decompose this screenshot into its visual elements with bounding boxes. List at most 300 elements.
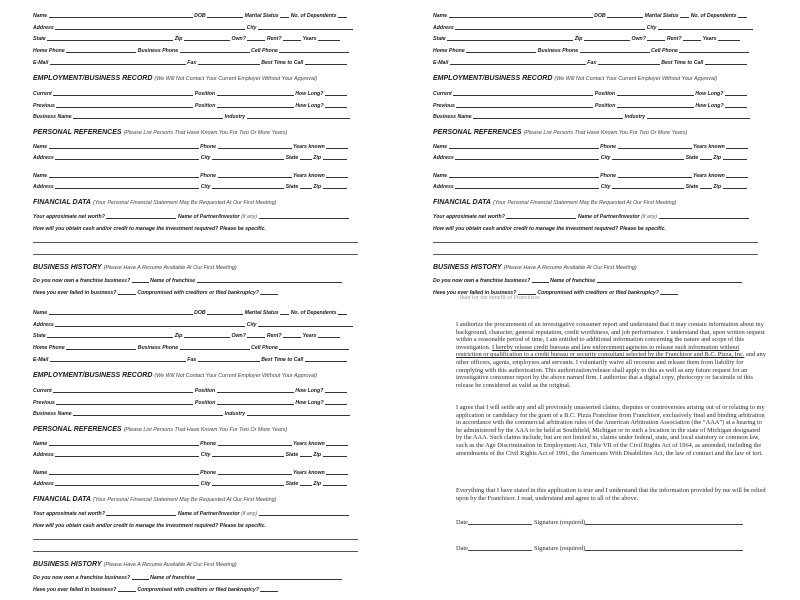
financial-title: FINANCIAL DATA [433, 199, 491, 206]
dob-field[interactable] [607, 12, 643, 18]
employment-current-row [433, 87, 747, 97]
net-worth-row [33, 507, 349, 517]
own-franchise-label: Do you now own a franchise business? [433, 278, 531, 284]
marital-status-label: Marital Status [244, 310, 279, 316]
franchise-name-field[interactable] [197, 574, 342, 580]
ref1-city-field[interactable] [212, 154, 284, 160]
compromised-field[interactable] [260, 586, 278, 592]
compromised-label: Compromised with creditors or filed bankruptcy? [137, 587, 259, 593]
state-label: State [33, 333, 46, 339]
financial-title: FINANCIAL DATA [33, 199, 91, 206]
position-label: Position [194, 103, 216, 109]
references-note: (Please List Persons That Have Known You For Two Or More Years) [123, 130, 288, 136]
cell-phone-label: Cell Phone [251, 48, 278, 54]
employment-title: EMPLOYMENT/BUSINESS RECORD [33, 372, 153, 379]
franchise-name-field[interactable] [597, 277, 742, 283]
ref-city-label: City [600, 155, 611, 161]
current-employer-field[interactable] [53, 387, 193, 393]
name-label: Name [33, 310, 48, 316]
ref-zip-label: Zip [313, 452, 322, 458]
ref-state-label: State [685, 184, 699, 190]
applicant-row-1 [33, 306, 347, 316]
ref-name-label: Name [33, 144, 48, 150]
employment-previous-row [33, 99, 347, 109]
history-title: BUSINESS HISTORY [433, 264, 502, 271]
certification-text: Everything that I have stated in this application is true and I understand that the information provided by me will be relied upon by the Franchisor. I read, understand and agree to all of the above. [456, 487, 766, 502]
ref-years-known-label: Years known [693, 173, 725, 179]
references-heading [33, 426, 287, 434]
email-field[interactable] [450, 59, 586, 65]
ref2-name-field[interactable] [49, 469, 199, 475]
business-name-label: Business Name [33, 411, 72, 417]
current-employer-field[interactable] [53, 90, 193, 96]
name-field[interactable] [49, 12, 193, 18]
ref1-address-field[interactable] [55, 154, 199, 160]
ref1-state-field[interactable] [700, 154, 712, 160]
applicant-row-1 [433, 9, 747, 19]
industry-label: Industry [224, 114, 246, 120]
history-heading [33, 561, 237, 569]
dependents-label: No. of Dependents [290, 13, 337, 19]
industry-field[interactable] [647, 113, 750, 119]
arbitration-paragraph [456, 404, 766, 457]
employment-heading [33, 75, 317, 83]
ref1-state-field[interactable] [300, 154, 312, 160]
previous-position-field[interactable] [617, 102, 694, 108]
position-label: Position [194, 91, 216, 97]
ref-city-label: City [200, 184, 211, 190]
previous-employer-field[interactable] [56, 102, 193, 108]
reference-2-address-row [33, 477, 347, 487]
financial-heading [433, 199, 676, 207]
authorization-paragraph [456, 321, 766, 389]
previous-position-field[interactable] [217, 399, 294, 405]
cash-answer-line-1[interactable] [433, 242, 758, 243]
net-worth-label: Your approximate net worth? [33, 511, 105, 517]
reference-2-address-row [433, 180, 747, 190]
ref-name-label: Name [433, 144, 448, 150]
marital-status-label: Marital Status [244, 13, 279, 19]
city-label: City [646, 25, 657, 31]
years-field[interactable] [318, 332, 340, 338]
rent-field[interactable] [283, 332, 301, 338]
failed-business-field[interactable] [118, 586, 136, 592]
net-worth-field[interactable] [506, 213, 576, 219]
partner-label: Name of Partner/Investor [177, 214, 240, 220]
ref-address-label: Address [33, 481, 54, 487]
ref1-name-field[interactable] [49, 143, 199, 149]
financial-heading [33, 496, 276, 504]
dependents-field[interactable] [338, 12, 347, 18]
financial-heading [33, 199, 276, 207]
partner-note: (if any) [241, 511, 257, 517]
rent-label: Rent? [666, 36, 682, 42]
ref-name-label: Name [433, 173, 448, 179]
home-phone-label: Home Phone [433, 48, 465, 54]
certification-paragraph [456, 487, 766, 502]
applicant-row-3 [33, 329, 340, 339]
release-underlined-text: I hereby release credit bureaus and law enforcement agencies to release such information without restriction or qualification to a credit bureau or security consultant selected by the Franchisor and B.C. Pizza, Inc. [456, 343, 745, 359]
current-position-field[interactable] [617, 90, 694, 96]
how-long-label: How Long? [695, 91, 724, 97]
marital-status-label: Marital Status [644, 13, 679, 19]
current-how-long-field[interactable] [725, 90, 747, 96]
partner-field[interactable] [259, 510, 349, 516]
ref-name-label: Name [33, 441, 48, 447]
city-label: City [246, 25, 257, 31]
best-time-label: Best Time to Call [261, 357, 304, 363]
state-field[interactable] [47, 332, 173, 338]
history-note: (Please Have A Resume Available At Our First Meeting) [503, 265, 637, 271]
home-phone-field[interactable] [466, 47, 536, 53]
date-label: Date [456, 545, 468, 552]
employment-previous-row [433, 99, 747, 109]
ref1-zip-field[interactable] [323, 451, 347, 457]
address-label: Address [33, 322, 54, 328]
applicant-row-5 [33, 353, 347, 363]
financial-note: (Your Personal Financial Statement May Be Requested At Our First Meeting) [492, 200, 677, 206]
date-field-1[interactable] [468, 518, 532, 525]
ref2-years-known-field[interactable] [326, 469, 348, 475]
ref1-zip-field[interactable] [323, 154, 347, 160]
cash-question-label: How will you obtain cash and/or credit to manage the investment required? Please be specific. [33, 226, 266, 232]
address-label: Address [33, 25, 54, 31]
marital-status-field[interactable] [680, 12, 689, 18]
previous-how-long-field[interactable] [725, 102, 747, 108]
current-position-field[interactable] [217, 90, 294, 96]
state-label: State [433, 36, 446, 42]
ref-address-label: Address [33, 452, 54, 458]
fax-field[interactable] [598, 59, 660, 65]
employment-previous-row [33, 396, 347, 406]
rent-field[interactable] [283, 35, 301, 41]
own-label: Own? [631, 36, 646, 42]
email-label: E-Mail [33, 60, 49, 66]
business-name-field[interactable] [73, 113, 223, 119]
financial-note: (Your Personal Financial Statement May Be Requested At Our First Meeting) [92, 497, 277, 503]
previous-position-field[interactable] [217, 102, 294, 108]
reference-1-address-row [33, 151, 347, 161]
failed-business-label: Have you ever failed in business? [433, 290, 517, 296]
compromised-field[interactable] [660, 289, 678, 295]
cash-answer-line-2[interactable] [433, 254, 758, 255]
best-time-field[interactable] [305, 356, 347, 362]
ref2-name-field[interactable] [449, 172, 599, 178]
signature-row-2 [456, 544, 743, 552]
cell-phone-label: Cell Phone [651, 48, 678, 54]
ref2-address-field[interactable] [455, 183, 599, 189]
marital-status-field[interactable] [280, 309, 289, 315]
rent-label: Rent? [266, 36, 282, 42]
dependents-label: No. of Dependents [690, 13, 737, 19]
marital-status-field[interactable] [280, 12, 289, 18]
employment-heading [33, 372, 317, 380]
reference-2-name-row [33, 169, 348, 179]
failed-business-label: Have you ever failed in business? [33, 290, 117, 296]
email-label: E-Mail [433, 60, 449, 66]
previous-how-long-field[interactable] [325, 399, 347, 405]
how-long-label: How Long? [295, 91, 324, 97]
ref2-name-field[interactable] [49, 172, 199, 178]
zip-field[interactable] [584, 35, 630, 41]
net-worth-field[interactable] [106, 213, 176, 219]
ref-state-label: State [285, 155, 299, 161]
applicant-row-5 [433, 56, 747, 66]
own-franchise-field[interactable] [132, 574, 149, 580]
previous-employer-field[interactable] [456, 102, 593, 108]
applicant-row-2 [33, 21, 353, 31]
references-title: PERSONAL REFERENCES [33, 426, 122, 433]
signature-label: Signature (required) [533, 545, 586, 552]
name-field[interactable] [49, 309, 193, 315]
industry-field[interactable] [247, 410, 350, 416]
ref-phone-label: Phone [200, 173, 216, 179]
compromised-field[interactable] [260, 289, 278, 295]
ref1-phone-field[interactable] [618, 143, 692, 149]
failed-business-row [33, 583, 278, 593]
current-employer-field[interactable] [453, 90, 593, 96]
years-field[interactable] [318, 35, 340, 41]
zip-label: Zip [174, 333, 183, 339]
ref-zip-label: Zip [313, 155, 322, 161]
applicant-row-4 [33, 44, 349, 54]
ref1-state-field[interactable] [300, 451, 312, 457]
rent-field[interactable] [683, 35, 701, 41]
ref2-city-field[interactable] [212, 183, 284, 189]
cash-answer-line-2[interactable] [33, 254, 358, 255]
ref-city-label: City [200, 481, 211, 487]
email-field[interactable] [50, 356, 186, 362]
dob-field[interactable] [207, 12, 243, 18]
address-label: Address [433, 25, 454, 31]
ref2-city-field[interactable] [212, 480, 284, 486]
ref1-phone-field[interactable] [218, 440, 292, 446]
current-position-field[interactable] [217, 387, 294, 393]
employment-note: (We Will Not Contact Your Current Employer Without Your Approval) [554, 76, 718, 82]
ref2-zip-field[interactable] [323, 183, 347, 189]
industry-field[interactable] [247, 113, 350, 119]
own-franchise-row [433, 274, 742, 284]
zip-field[interactable] [184, 332, 230, 338]
previous-employer-label: Previous [433, 103, 455, 109]
fax-field[interactable] [198, 59, 260, 65]
business-phone-label: Business Phone [137, 345, 179, 351]
ref-years-known-label: Years known [293, 173, 325, 179]
cash-answer-line-1[interactable] [33, 539, 358, 540]
fax-label: Fax [587, 60, 597, 66]
email-field[interactable] [50, 59, 186, 65]
home-phone-field[interactable] [66, 47, 136, 53]
best-time-label: Best Time to Call [661, 60, 704, 66]
ref1-address-field[interactable] [455, 154, 599, 160]
employment-title: EMPLOYMENT/BUSINESS RECORD [33, 75, 153, 82]
partner-note: (if any) [641, 214, 657, 220]
own-field[interactable] [247, 35, 265, 41]
business-phone-field[interactable] [180, 344, 250, 350]
ref2-zip-field[interactable] [323, 480, 347, 486]
state-field[interactable] [447, 35, 573, 41]
failed-business-label: Have you ever failed in business? [33, 587, 117, 593]
cash-question-row [33, 222, 267, 232]
previous-how-long-field[interactable] [325, 102, 347, 108]
ref1-city-field[interactable] [212, 451, 284, 457]
address-field[interactable] [55, 321, 245, 327]
fax-label: Fax [187, 60, 197, 66]
ref1-years-known-field[interactable] [326, 143, 348, 149]
ref2-zip-field[interactable] [723, 183, 747, 189]
ref1-name-field[interactable] [49, 440, 199, 446]
best-time-field[interactable] [705, 59, 747, 65]
ref-zip-label: Zip [713, 184, 722, 190]
state-field[interactable] [47, 35, 173, 41]
history-heading [33, 264, 237, 272]
ref2-state-field[interactable] [300, 183, 312, 189]
years-field[interactable] [718, 35, 740, 41]
own-label: Own? [231, 333, 246, 339]
cell-phone-field[interactable] [679, 47, 749, 53]
ref2-state-field[interactable] [700, 183, 712, 189]
employment-note: (We Will Not Contact Your Current Employer Without Your Approval) [154, 373, 318, 379]
current-how-long-field[interactable] [325, 387, 347, 393]
ref-phone-label: Phone [600, 173, 616, 179]
partner-field[interactable] [659, 213, 749, 219]
own-franchise-field[interactable] [532, 277, 549, 283]
ref2-address-field[interactable] [55, 480, 199, 486]
ref1-years-known-field[interactable] [726, 143, 748, 149]
name-field[interactable] [449, 12, 593, 18]
reference-1-name-row [433, 140, 748, 150]
ref1-phone-field[interactable] [218, 143, 292, 149]
years-label: Years [702, 36, 717, 42]
date-field-2[interactable] [468, 544, 532, 551]
signature-field-2[interactable] [585, 544, 743, 551]
own-franchise-label: Do you now own a franchise business? [33, 278, 131, 284]
ref-years-known-label: Years known [293, 144, 325, 150]
dob-label: DOB [194, 13, 206, 19]
business-phone-field[interactable] [180, 47, 250, 53]
applicant-row-3 [433, 32, 740, 42]
zip-label: Zip [574, 36, 583, 42]
ref1-years-known-field[interactable] [326, 440, 348, 446]
employment-title: EMPLOYMENT/BUSINESS RECORD [433, 75, 553, 82]
business-name-field[interactable] [473, 113, 623, 119]
ref2-years-known-field[interactable] [726, 172, 748, 178]
years-label: Years [302, 36, 317, 42]
history-title: BUSINESS HISTORY [33, 561, 102, 568]
ref1-city-field[interactable] [612, 154, 684, 160]
dependents-field[interactable] [738, 12, 747, 18]
financial-note: (Your Personal Financial Statement May Be Requested At Our First Meeting) [92, 200, 277, 206]
franchise-name-field[interactable] [197, 277, 342, 283]
city-field[interactable] [258, 321, 353, 327]
signature-row-1 [456, 518, 743, 526]
how-long-label: How Long? [295, 400, 324, 406]
business-name-row [433, 110, 750, 120]
dependents-field[interactable] [338, 309, 347, 315]
ref2-years-known-field[interactable] [326, 172, 348, 178]
name-label: Name [433, 13, 448, 19]
ref2-city-field[interactable] [612, 183, 684, 189]
cell-phone-field[interactable] [279, 344, 349, 350]
how-long-label: How Long? [695, 103, 724, 109]
failed-business-row [33, 286, 278, 296]
own-field[interactable] [647, 35, 665, 41]
position-label: Position [194, 400, 216, 406]
ref-phone-label: Phone [200, 470, 216, 476]
ref-zip-label: Zip [313, 184, 322, 190]
cell-phone-field[interactable] [279, 47, 349, 53]
own-franchise-field[interactable] [132, 277, 149, 283]
reference-1-name-row [33, 437, 348, 447]
address-field[interactable] [55, 24, 245, 30]
failed-business-field[interactable] [118, 289, 136, 295]
net-worth-row [33, 210, 349, 220]
partner-label: Name of Partner/Investor [177, 511, 240, 517]
net-worth-row [433, 210, 749, 220]
best-time-field[interactable] [305, 59, 347, 65]
reference-1-address-row [33, 448, 347, 458]
business-phone-label: Business Phone [537, 48, 579, 54]
own-franchise-row [33, 571, 342, 581]
partner-field[interactable] [259, 213, 349, 219]
zip-field[interactable] [184, 35, 230, 41]
previous-employer-field[interactable] [56, 399, 193, 405]
dob-field[interactable] [207, 309, 243, 315]
cash-answer-line-1[interactable] [33, 242, 358, 243]
signature-field-1[interactable] [585, 518, 743, 525]
applicant-row-1 [33, 9, 347, 19]
cash-question-label: How will you obtain cash and/or credit to manage the investment required? Please be specific. [33, 523, 266, 529]
ref2-state-field[interactable] [300, 480, 312, 486]
reference-2-name-row [33, 466, 348, 476]
partner-note: (if any) [241, 214, 257, 220]
financial-title: FINANCIAL DATA [33, 496, 91, 503]
partner-label: Name of Partner/Investor [577, 214, 640, 220]
address-field[interactable] [455, 24, 645, 30]
ref-years-known-label: Years known [693, 144, 725, 150]
city-field[interactable] [658, 24, 753, 30]
fax-field[interactable] [198, 356, 260, 362]
ref-zip-label: Zip [313, 481, 322, 487]
ref-state-label: State [685, 155, 699, 161]
city-field[interactable] [258, 24, 353, 30]
home-phone-label: Home Phone [33, 345, 65, 351]
ref1-name-field[interactable] [449, 143, 599, 149]
ref1-address-field[interactable] [55, 451, 199, 457]
current-how-long-field[interactable] [325, 90, 347, 96]
business-name-field[interactable] [73, 410, 223, 416]
applicant-row-4 [433, 44, 749, 54]
date-label: Date [456, 519, 468, 526]
ref2-address-field[interactable] [55, 183, 199, 189]
home-phone-field[interactable] [66, 344, 136, 350]
own-field[interactable] [247, 332, 265, 338]
cash-answer-line-2[interactable] [33, 551, 358, 552]
ref-years-known-label: Years known [293, 470, 325, 476]
city-label: City [246, 322, 257, 328]
ref-state-label: State [285, 481, 299, 487]
net-worth-field[interactable] [106, 510, 176, 516]
ref2-phone-field[interactable] [218, 469, 292, 475]
ref1-zip-field[interactable] [723, 154, 747, 160]
how-long-label: How Long? [295, 388, 324, 394]
references-note: (Please List Persons That Have Known You For Two Or More Years) [523, 130, 688, 136]
business-phone-field[interactable] [580, 47, 650, 53]
ref-address-label: Address [433, 155, 454, 161]
ref2-phone-field[interactable] [618, 172, 692, 178]
ref2-phone-field[interactable] [218, 172, 292, 178]
reference-1-address-row [433, 151, 747, 161]
